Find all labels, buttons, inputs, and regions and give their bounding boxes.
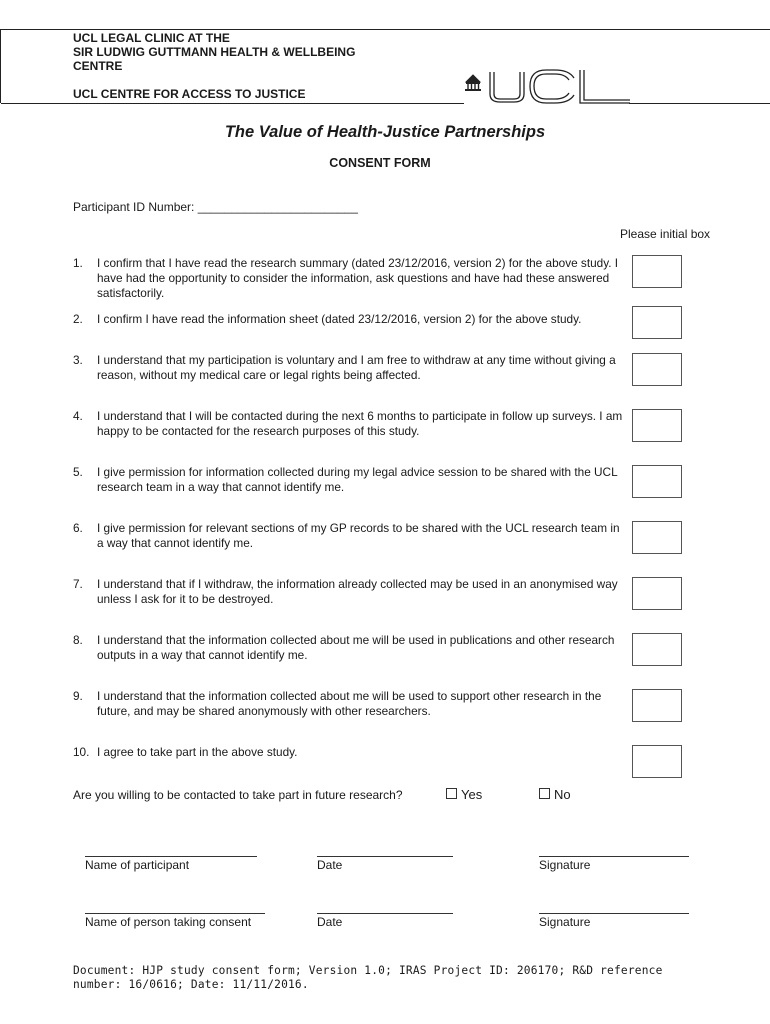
initial-box[interactable] — [632, 306, 682, 339]
initial-box[interactable] — [632, 465, 682, 498]
participant-signature-line[interactable] — [539, 856, 689, 857]
item-text: I confirm that I have read the research summary (dated 23/12/2016, version 2) for the above study. I have had the opportunity to consider the information, ask questions and have had these answered satisfactorily. — [97, 256, 619, 300]
form-subtitle: CONSENT FORM — [329, 156, 431, 170]
item-text: I understand that my participation is voluntary and I am free to withdraw at any time without giving a reason, without my medical care or legal rights being affected. — [97, 353, 616, 382]
date-label: Date — [317, 858, 343, 872]
header-divider — [1, 103, 464, 104]
date-label: Date — [317, 915, 343, 929]
item-number: 5. — [73, 465, 83, 479]
yes-label: Yes — [461, 787, 483, 802]
participant-name-line[interactable] — [85, 856, 257, 857]
item-number: 8. — [73, 633, 83, 647]
initial-box[interactable] — [632, 409, 682, 442]
page-title: The Value of Health-Justice Partnerships — [224, 123, 546, 141]
no-label: No — [554, 787, 571, 802]
item-number: 3. — [73, 353, 83, 367]
item-number: 4. — [73, 409, 83, 423]
item-number: 9. — [73, 689, 83, 703]
consent-taker-name-label: Name of person taking consent — [85, 915, 252, 929]
item-number: 2. — [73, 312, 83, 326]
item-text: I understand that the information collected about me will be used to support other research in the future, and may be shared anonymously with other researchers. — [97, 689, 602, 718]
initial-box[interactable] — [632, 689, 682, 722]
ucl-logo — [462, 66, 632, 108]
item-text: I give permission for relevant sections of my GP records to be shared with the UCL research team in a way that cannot identify me. — [97, 521, 620, 550]
item-number: 6. — [73, 521, 83, 535]
yes-checkbox[interactable] — [446, 788, 457, 799]
header-line-2: SIR LUDWIG GUTTMANN HEALTH & WELLBEING — [73, 45, 356, 59]
item-number: 1. — [73, 256, 83, 270]
item-text: I understand that I will be contacted during the next 6 months to participate in follow up surveys. I am happy to be contacted for the research purposes of this study. — [97, 409, 623, 438]
yes-option[interactable] — [446, 787, 482, 802]
item-text: I confirm I have read the information sheet (dated 23/12/2016, version 2) for the above study. — [97, 312, 582, 326]
signature-label: Signature — [539, 915, 591, 929]
item-number: 10. — [73, 745, 90, 759]
no-option[interactable] — [539, 787, 571, 802]
initial-box[interactable] — [632, 745, 682, 778]
consent-taker-signature-line[interactable] — [539, 913, 689, 914]
initial-box-header: Please initial box — [620, 227, 711, 241]
participant-name-label: Name of participant — [85, 858, 190, 872]
signature-label: Signature — [539, 858, 591, 872]
no-checkbox[interactable] — [539, 788, 550, 799]
item-number: 7. — [73, 577, 83, 591]
initial-box[interactable] — [632, 633, 682, 666]
header-line-3: CENTRE — [73, 59, 123, 73]
consent-taker-name-line[interactable] — [85, 913, 265, 914]
initial-box[interactable] — [632, 353, 682, 386]
item-text: I give permission for information collected during my legal advice session to be shared with the UCL research team in a way that cannot identify me. — [97, 465, 618, 494]
item-text: I agree to take part in the above study. — [97, 745, 298, 759]
initial-box[interactable] — [632, 521, 682, 554]
document-footer: Document: HJP study consent form; Version 1.0; IRAS Project ID: 206170; R&D reference number: 16/0616; Date: 11/11/2016. — [73, 964, 663, 991]
portico-icon — [465, 75, 481, 91]
participant-id-field[interactable]: Participant ID Number: ________________________ — [73, 200, 358, 214]
header-line-1: UCL LEGAL CLINIC AT THE — [73, 31, 230, 45]
initial-box[interactable] — [632, 577, 682, 610]
future-contact-question: Are you willing to be contacted to take part in future research? — [73, 788, 403, 802]
item-text: I understand that the information collected about me will be used in publications and other research outputs in a way that cannot identify me. — [97, 633, 615, 662]
initial-box[interactable] — [632, 255, 682, 288]
item-text: I understand that if I withdraw, the information already collected may be used in an anonymised way unless I ask for it to be destroyed. — [97, 577, 618, 606]
consent-taker-date-line[interactable] — [317, 913, 453, 914]
participant-date-line[interactable] — [317, 856, 453, 857]
header-centre: UCL CENTRE FOR ACCESS TO JUSTICE — [73, 87, 306, 101]
header-divider-right — [629, 103, 770, 104]
